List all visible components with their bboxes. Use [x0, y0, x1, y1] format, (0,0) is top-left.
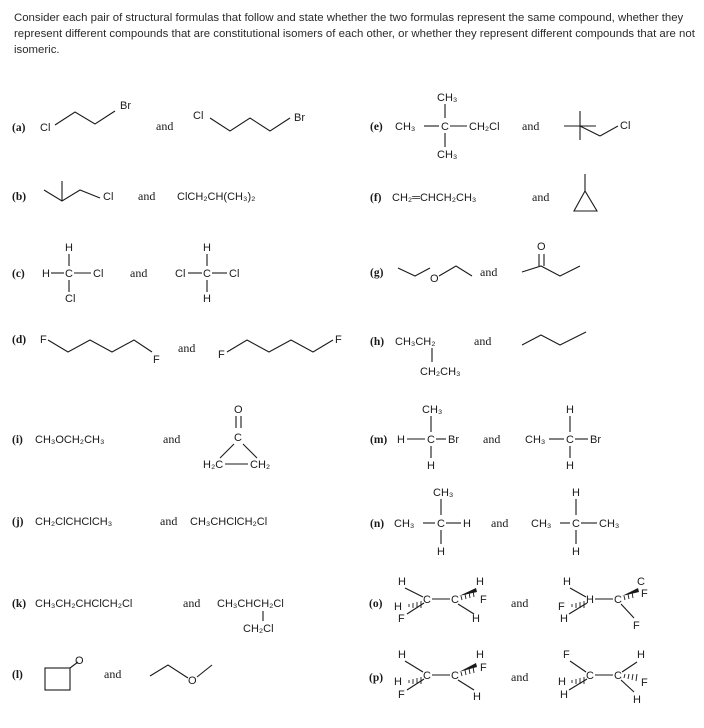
atom-label: F — [480, 662, 487, 674]
atom-label: C — [437, 518, 445, 530]
and-text: and — [511, 596, 529, 610]
atom-label: F — [398, 689, 405, 701]
formula-text: CH₂═CHCH₂CH₃ — [392, 192, 477, 204]
atom-label: F — [398, 613, 405, 625]
atom-label: O — [537, 241, 546, 253]
item-label: (b) — [12, 191, 27, 203]
atom-label: H — [397, 434, 405, 446]
formula-text: CH₃OCH₂CH₃ — [35, 434, 105, 446]
atom-label: Cl — [229, 268, 240, 280]
atom-label: F — [153, 354, 160, 366]
and-text: and — [474, 334, 492, 348]
item-o — [369, 576, 648, 632]
item-label: (f) — [370, 192, 382, 204]
atom-label: O — [234, 404, 243, 416]
and-text: and — [183, 596, 201, 610]
atom-label: CH₂CH₃ — [420, 366, 461, 378]
item-a — [12, 100, 305, 134]
atom-label: H — [398, 649, 406, 661]
atom-label: C — [203, 268, 211, 280]
atom-label: C — [586, 670, 594, 682]
atom-label: Cl — [65, 293, 76, 305]
atom-label: H — [463, 518, 471, 530]
atom-label: H — [473, 691, 481, 703]
atom-label: CH₃ — [394, 518, 415, 530]
and-text: and — [104, 667, 122, 681]
and-text: and — [522, 119, 540, 133]
atom-label: F — [558, 601, 565, 613]
and-text: and — [138, 189, 156, 203]
atom-label: Cl — [103, 191, 114, 203]
item-b — [12, 181, 255, 203]
atom-label: C — [614, 594, 622, 606]
and-text: and — [163, 432, 181, 446]
atom-label: O — [430, 273, 439, 285]
item-i — [12, 404, 270, 471]
item-label: (a) — [12, 122, 26, 134]
atom-label: H — [566, 404, 574, 416]
item-p — [369, 649, 648, 706]
and-text: and — [511, 670, 529, 684]
atom-label: Cl — [620, 120, 631, 132]
atom-label: H — [572, 546, 580, 558]
item-c — [12, 242, 239, 305]
atom-label: CH₃ — [437, 92, 458, 104]
atom-label: C — [637, 576, 645, 588]
atom-label: Cl — [175, 268, 186, 280]
item-e — [370, 92, 630, 161]
item-k — [12, 596, 284, 635]
atom-label: CH₃ — [531, 518, 552, 530]
atom-label: H — [566, 460, 574, 472]
atom-label: H — [472, 613, 480, 625]
item-d — [12, 334, 342, 366]
formula-text: CH₃CHCH₂Cl — [217, 598, 284, 610]
atom-label: H — [203, 293, 211, 305]
atom-label: Cl — [193, 110, 204, 122]
atom-label: Br — [120, 100, 131, 112]
item-label: (h) — [370, 336, 385, 348]
atom-label: CH₃ — [395, 121, 416, 133]
atom-label: F — [563, 649, 570, 661]
atom-label: Br — [448, 434, 459, 446]
atom-label: H — [427, 460, 435, 472]
formula-text: CH₃CHClCH₂Cl — [190, 516, 268, 528]
atom-label: H — [637, 649, 645, 661]
and-text: and — [160, 514, 178, 528]
atom-label: H — [476, 576, 484, 588]
and-text: and — [491, 516, 509, 530]
atom-label: CH₂ — [250, 459, 271, 471]
atom-label: CH₃ — [433, 487, 454, 499]
atom-label: H — [394, 601, 402, 613]
item-n — [370, 487, 619, 558]
atom-label: Br — [590, 434, 601, 446]
atom-label: C — [566, 434, 574, 446]
item-label: (j) — [12, 516, 24, 528]
item-label: (m) — [370, 434, 388, 446]
atom-label: F — [335, 334, 342, 346]
atom-label: C — [614, 670, 622, 682]
atom-label: H — [563, 576, 571, 588]
atom-label: Br — [294, 112, 305, 124]
atom-label: H — [633, 694, 641, 706]
instructions-text: Consider each pair of structural formulas that follow and state whether the two formulas represent the same compound, whether they represent different compounds that are constitutional isomers of each other, or whether they represent different compounds that are not isomeric. — [14, 12, 695, 56]
atom-label: CH₃CH₂ — [395, 336, 436, 348]
item-j — [12, 514, 267, 528]
atom-label: F — [633, 620, 640, 632]
atom-label: H — [558, 676, 566, 688]
atom-label: H — [586, 594, 594, 606]
atom-label: C — [423, 594, 431, 606]
atom-label: H — [398, 576, 406, 588]
atom-label: C — [451, 594, 459, 606]
item-label: (o) — [369, 598, 383, 610]
atom-label: H₂C — [203, 459, 224, 471]
item-label: (d) — [12, 334, 27, 346]
and-text: and — [483, 432, 501, 446]
formula-text: CH₃CH₂CHClCH₂Cl — [35, 598, 133, 610]
item-l — [12, 655, 212, 690]
atom-label: H — [476, 649, 484, 661]
atom-label: CH₃ — [437, 149, 458, 161]
atom-label: C — [451, 670, 459, 682]
formula-text: CH₂ClCHClCH₃ — [35, 516, 113, 528]
atom-label: Cl — [40, 122, 51, 134]
atom-label: O — [188, 675, 197, 687]
atom-label: C — [65, 268, 73, 280]
atom-label: H — [42, 268, 50, 280]
atom-label: H — [437, 546, 445, 558]
atom-label: O — [75, 655, 84, 667]
atom-label: CH₃ — [599, 518, 620, 530]
and-text: and — [156, 119, 174, 133]
atom-label: H — [572, 487, 580, 499]
item-label: (k) — [12, 598, 27, 610]
atom-label: F — [218, 349, 225, 361]
item-label: (c) — [12, 268, 25, 280]
item-f — [370, 174, 597, 211]
item-g — [370, 241, 580, 285]
atom-label: H — [394, 676, 402, 688]
item-label: (l) — [12, 669, 23, 681]
and-text: and — [480, 265, 498, 279]
atom-label: C — [423, 670, 431, 682]
and-text: and — [130, 266, 148, 280]
item-label: (e) — [370, 121, 383, 133]
and-text: and — [532, 190, 550, 204]
atom-label: H — [560, 613, 568, 625]
atom-label: Cl — [93, 268, 104, 280]
atom-label: CH₂Cl — [469, 121, 500, 133]
atom-label: C — [427, 434, 435, 446]
item-label: (p) — [369, 672, 384, 684]
atom-label: H — [65, 242, 73, 254]
item-h — [370, 332, 586, 378]
item-label: (i) — [12, 434, 23, 446]
atom-label: C — [572, 518, 580, 530]
atom-label: H — [203, 242, 211, 254]
atom-label: F — [480, 594, 487, 606]
and-text: and — [178, 341, 196, 355]
formula-text: CH₂Cl — [243, 623, 274, 635]
atom-label: F — [641, 588, 648, 600]
atom-label: CH₃ — [422, 404, 443, 416]
atom-label: H — [560, 689, 568, 701]
item-label: (n) — [370, 518, 385, 530]
atom-label: CH₃ — [525, 434, 546, 446]
item-m — [370, 404, 601, 472]
atom-label: F — [40, 334, 47, 346]
item-label: (g) — [370, 267, 384, 279]
atom-label: F — [641, 677, 648, 689]
atom-label: C — [234, 432, 242, 444]
formula-text: ClCH₂CH(CH₃)₂ — [177, 191, 256, 203]
atom-label: C — [441, 121, 449, 133]
